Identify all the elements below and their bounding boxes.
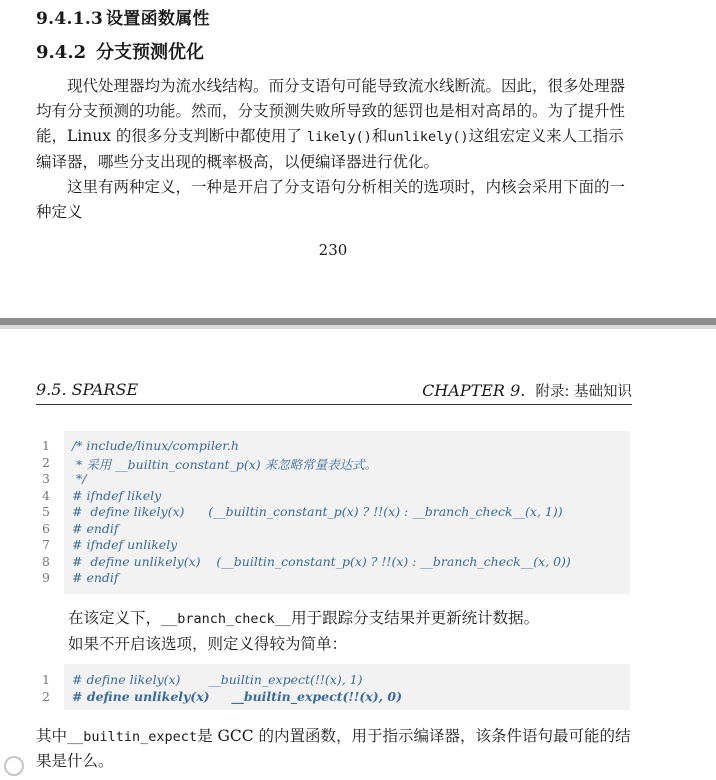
paragraph-line: 种定义: [36, 203, 83, 221]
chapter-title: 附录: 基础知识: [535, 384, 632, 400]
paragraph-line: [36, 124, 632, 150]
line-number: 8: [42, 553, 50, 569]
text-run: 和: [371, 127, 388, 145]
code-line: * 采用 __builtin_constant_p(x) 来忽略常量表达式。: [72, 456, 378, 472]
paragraph-two-definitions: [36, 175, 632, 225]
text-branch-check-explanation: [68, 606, 539, 628]
text-run: 在该定义下，: [68, 609, 162, 627]
running-header-right: [422, 380, 632, 401]
page-divider: [0, 318, 716, 325]
text-run: 这组宏定义来人工指示: [468, 127, 624, 145]
inline-code-builtin-expect: __builtin_expect: [67, 729, 198, 745]
inline-code-branch-check: __branch_check__: [161, 611, 292, 627]
line-number: 9: [42, 570, 50, 585]
page-divider-shadow: [0, 325, 716, 329]
line-number: 4: [42, 487, 50, 503]
paragraph-line: 这里有两种定义，一种是开启了分支语句分析相关的选项时，内核会采用下面的一: [67, 178, 626, 196]
text-run: 用于跟踪分支结果并更新统计数据。: [291, 609, 540, 627]
line-number: 1: [42, 438, 50, 453]
code-line: */: [72, 471, 87, 486]
watermark-logo: [4, 752, 74, 780]
text-simpler-definition: 如果不开启该选项，则定义得较为简单：: [68, 635, 348, 653]
inline-code-likely: likely(): [306, 129, 372, 145]
paragraph-line: 现代处理器均为流水线结构。而分支语句可能导致流水线断流。因此，很多处理器: [67, 77, 626, 95]
text-run: 能，Linux 的很多分支判断中都使用了: [36, 127, 307, 145]
code-line: # define likely(x) (__builtin_constant_p(x) ? !!(x) : __branch_check__(x, 1)): [72, 504, 563, 519]
code-line: # define unlikely(x) __builtin_expect(!!(x), 0): [72, 688, 402, 704]
code-line: /* include/linux/compiler.h: [72, 438, 239, 453]
watermark-icon: [4, 756, 24, 776]
header-rule: [36, 404, 632, 405]
code-line: # endif: [72, 520, 119, 536]
section-title: 设置函数属性: [106, 9, 210, 29]
subsection-heading: [36, 38, 204, 64]
text-run: 是 GCC 的内置函数，用于指示编译器，该条件语句最可能的结: [197, 727, 631, 745]
line-number: 6: [42, 520, 50, 536]
code-line: # define unlikely(x) (__builtin_constant_p(x) ? !!(x) : __branch_check__(x, 0)): [72, 553, 571, 569]
paragraph-line: 编译器，哪些分支出现的概率极高，以便编译器进行优化。: [36, 153, 440, 171]
section-heading: [36, 4, 210, 29]
text-builtin-expect-explanation: [36, 724, 631, 746]
running-header: [36, 380, 632, 399]
line-number: 3: [42, 471, 50, 486]
line-number: 2: [42, 454, 50, 470]
section-number: 9.4.1.3: [36, 9, 104, 29]
paragraph-branch-prediction: [36, 74, 632, 175]
line-number: 1: [42, 672, 50, 687]
text-run: 其中: [36, 727, 68, 745]
line-number: 2: [42, 688, 50, 704]
page-number: 230: [318, 241, 348, 259]
subsection-number: 9.4.2: [36, 42, 87, 63]
code-line: # endif: [72, 570, 119, 585]
line-number: 5: [42, 504, 50, 519]
code-line: # define likely(x) __builtin_expect(!!(x), 1): [72, 672, 363, 687]
code-line: # ifndef likely: [72, 487, 162, 503]
code-line: # ifndef unlikely: [72, 537, 178, 552]
chapter-label: CHAPTER 9.: [422, 381, 526, 400]
text-builtin-expect-explanation-end: 果是什么。: [36, 752, 114, 770]
line-number: 7: [42, 537, 50, 552]
paragraph-line: 均有分支预测的功能。然而，分支预测失败所导致的惩罚也是相对高昂的。为了提升性: [36, 102, 626, 120]
inline-code-unlikely: unlikely(): [387, 129, 469, 145]
running-header-left: 9.5. SPARSE: [36, 380, 139, 399]
subsection-title: 分支预测优化: [96, 42, 204, 63]
